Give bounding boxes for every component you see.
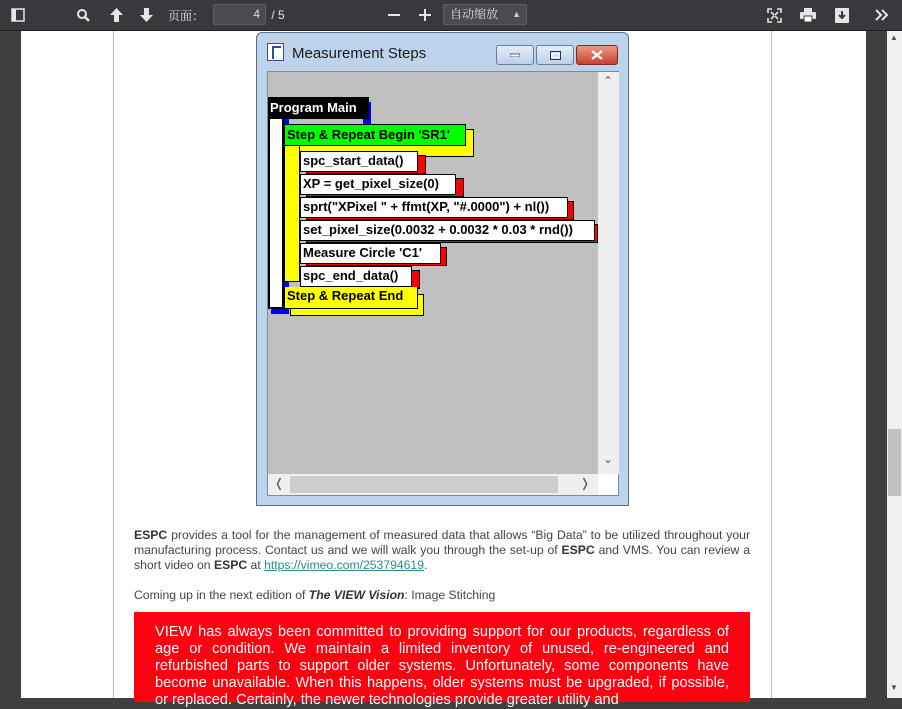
vertical-scrollbar[interactable] (598, 72, 619, 474)
program-main-rail-inner (270, 119, 282, 307)
next-page-icon[interactable] (136, 4, 156, 26)
coming-up-line (134, 588, 495, 602)
paragraph-text-2: and VMS. You can review a short video on (134, 543, 750, 572)
window-title: Measurement Steps (292, 45, 427, 62)
sprt-block[interactable]: sprt("XPixel " + ffmt(XP, "#.0000") + nl()) (300, 197, 568, 218)
previous-page-icon[interactable] (106, 4, 126, 26)
paragraph-text-1: provides a tool for the management of measured data that allows “Big Data” to be utilized throughout your manufacturing process. Contact us and we will walk you through the set-up of (134, 528, 750, 557)
page-number-input[interactable]: 4 (213, 4, 266, 25)
viewer-scroll-thumb[interactable] (888, 429, 901, 496)
support-notice-text: VIEW has always been committed to providing support for our products, regardless of age or condition. We maintain a limited inventory of unused, re-engineered and refurbished parts to support older systems. Unfortunately, some components have become unavailable. When this happens, older systems must be upgraded, if possible, or replaced. Certainly, the newer technologies provide greater utility and (155, 624, 729, 708)
presentation-mode-icon[interactable] (765, 4, 783, 26)
tools-menu-icon[interactable] (873, 4, 891, 26)
set-pixel-block[interactable]: set_pixel_size(0.0032 + 0.0032 * 0.03 * rnd()) (300, 220, 595, 241)
scroll-right-icon[interactable]: ❭ (580, 476, 591, 490)
vimeo-video-link[interactable]: https://vimeo.com/253794619 (264, 558, 424, 572)
minimize-button[interactable] (496, 45, 534, 65)
espc-brand: ESPC (561, 543, 595, 557)
window-client-area (267, 71, 619, 496)
pdf-toolbar (0, 0, 902, 31)
zoom-select[interactable] (443, 4, 527, 25)
spc-end-block[interactable]: spc_end_data() (300, 266, 412, 287)
search-icon[interactable] (74, 4, 92, 26)
spc-start-block[interactable]: spc_start_data() (300, 151, 418, 172)
viewer-scroll-up-icon[interactable]: ▲ (890, 33, 898, 42)
scroll-left-icon[interactable]: ❬ (274, 476, 285, 490)
zoom-out-icon[interactable] (385, 4, 403, 26)
sidebar-toggle-icon[interactable] (9, 4, 27, 26)
app-icon (267, 43, 284, 61)
step-repeat-begin-block[interactable]: Step & Repeat Begin 'SR1' (284, 124, 466, 146)
zoom-value: 自动缩放 (450, 7, 499, 21)
scroll-down-icon[interactable]: ⌄ (603, 452, 614, 466)
horizontal-scrollbar[interactable] (268, 474, 598, 495)
close-button[interactable] (576, 45, 618, 65)
xp-assign-block[interactable]: XP = get_pixel_size(0) (300, 174, 456, 195)
maximize-button[interactable] (536, 45, 574, 65)
coming-suffix: : Image Stitching (404, 588, 496, 602)
measure-circle-block[interactable]: Measure Circle 'C1' (300, 243, 441, 264)
page-total: / 5 (271, 8, 285, 22)
espc-brand: ESPC (213, 558, 248, 572)
espc-brand: ESPC (134, 528, 168, 542)
print-icon[interactable] (799, 4, 817, 26)
viewer-scroll-down-icon[interactable]: ▼ (890, 683, 898, 692)
measurement-steps-window (256, 32, 629, 506)
sr-rail (284, 146, 300, 282)
steps-canvas (268, 72, 598, 474)
download-icon[interactable] (833, 4, 851, 26)
coming-prefix: Coming up in the next edition of (134, 588, 309, 602)
newsletter-title: The VIEW Vision (308, 588, 405, 602)
support-notice-box (134, 612, 750, 708)
viewer-scrollbar[interactable] (887, 31, 902, 698)
espc-paragraph (134, 528, 750, 573)
select-arrows-icon: ▲ (512, 9, 521, 19)
page-label: 页面： (167, 8, 204, 23)
horizontal-scroll-thumb[interactable] (290, 476, 558, 493)
paragraph-end: . (423, 558, 428, 572)
scroll-up-icon[interactable]: ⌃ (603, 74, 614, 88)
zoom-in-icon[interactable] (416, 4, 434, 26)
window-titlebar[interactable] (257, 33, 628, 70)
step-repeat-end-block[interactable]: Step & Repeat End (284, 287, 418, 309)
paragraph-text-3: at (247, 558, 265, 572)
program-main-block[interactable]: Program Main (268, 97, 369, 119)
